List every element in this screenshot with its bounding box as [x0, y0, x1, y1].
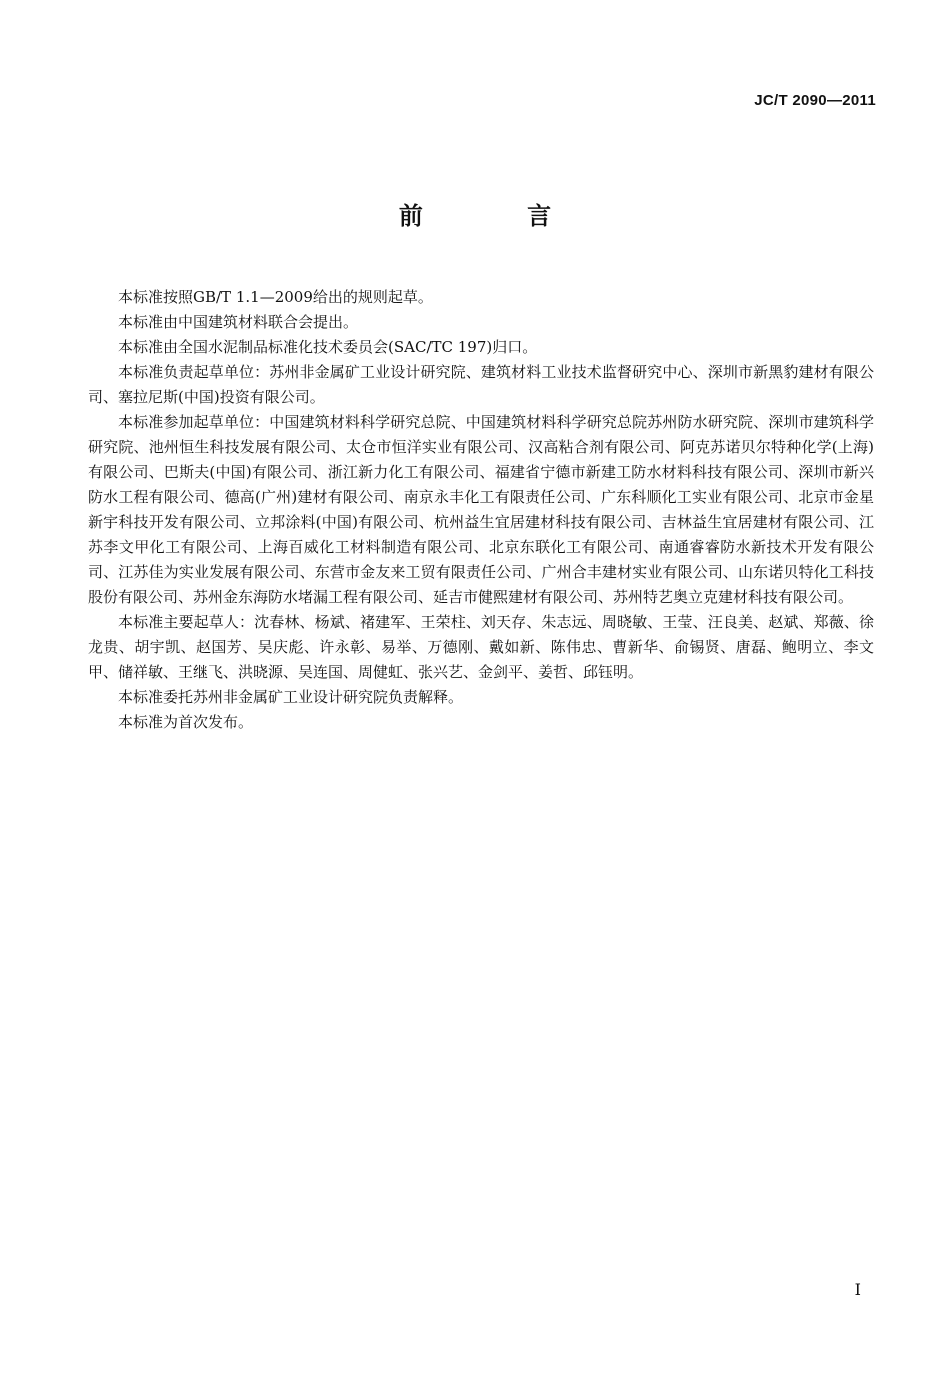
paragraph-centralized: 本标准由全国水泥制品标准化技术委员会(SAC/TC 197)归口。	[118, 338, 538, 356]
paragraph-proposer: 本标准由中国建筑材料联合会提出。	[118, 313, 359, 331]
paragraph-drafting-rules: 本标准按照GB/T 1.1—2009给出的规则起草。	[118, 288, 433, 306]
page-title: 前 言	[398, 202, 600, 230]
paragraph-first-release: 本标准为首次发布。	[118, 713, 254, 731]
standard-code: JC/T 2090—2011	[754, 92, 876, 109]
paragraph-participating-units: 本标准参加起草单位：中国建筑材料科学研究总院、中国建筑材料科学研究总院苏州防水研究院、深圳市建筑科学研究院、池州恒生科技发展有限公司、太仓市恒洋实业有限公司、汉高粘合剂有限公司、阿克苏诺贝尔特种化学(上海)有限公司、巴斯夫(中国)有限公司、浙江新力化工有限公司、福建省宁德市新建工防水材料科技有限公司、深圳市新兴防水工程有限公司、德高(广州)建材有限公司、南京永丰化工有限责任公司、广东科顺化工实业有限公司、北京市金星新宇科技开发有限公司、立邦涂料(中国)有限公司、杭州益生宜居建材科技有限公司、吉林益生宜居建材有限公司、江苏李文甲化工有限公司、上海百威化工材料制造有限公司、北京东联化工有限公司、南通睿睿防水新技术开发有限公司、江苏佳为实业发展有限公司、东营市金友来工贸有限责任公司、广州合丰建材实业有限公司、山东诺贝特化工科技股份有限公司、苏州金东海防水堵漏工程有限公司、延吉市健熙建材有限公司、苏州特艺奥立克建材科技有限公司。	[88, 413, 874, 606]
page-number: I	[854, 1280, 861, 1299]
paragraph-interpretation: 本标准委托苏州非金属矿工业设计研究院负责解释。	[118, 688, 464, 706]
foreword-body	[88, 285, 874, 735]
paragraph-main-drafters: 本标准主要起草人：沈春林、杨斌、褚建军、王荣柱、刘天存、朱志远、周晓敏、王莹、汪良美、赵斌、郑薇、徐龙贵、胡宇凯、赵国芳、吴庆彪、许永彰、易举、万德刚、戴如新、陈伟忠、曹新华、俞锡贤、唐磊、鲍明立、李文甲、储祥敏、王继飞、洪晓源、吴连国、周健虹、张兴艺、金剑平、姜哲、邱钰明。	[88, 613, 874, 681]
paragraph-lead-drafters: 本标准负责起草单位：苏州非金属矿工业设计研究院、建筑材料工业技术监督研究中心、深圳市新黑豹建材有限公司、塞拉尼斯(中国)投资有限公司。	[88, 363, 874, 406]
